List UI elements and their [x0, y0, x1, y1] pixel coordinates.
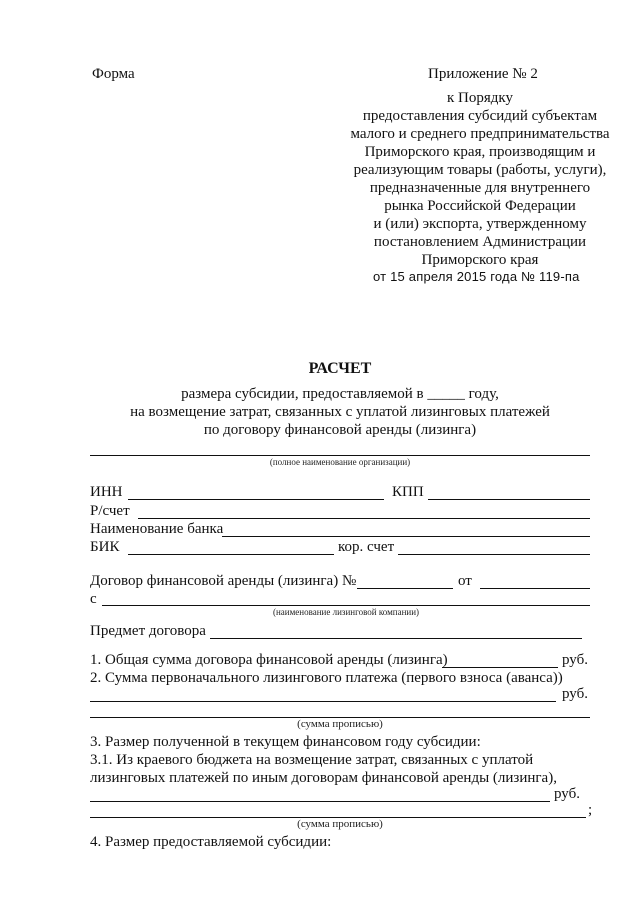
item-1-field[interactable] [442, 667, 558, 668]
leasing-company-caption: (наименование лизинговой компании) [272, 607, 420, 617]
rub-label: руб. [562, 652, 588, 668]
item-2-label: 2. Сумма первоначального лизингового платежа (первого взноса (аванса)) [90, 670, 563, 686]
inn-field[interactable] [128, 499, 384, 500]
item-3-1-line: 3.1. Из краевого бюджета на возмещение затрат, связанных с уплатой [90, 752, 534, 768]
item-3-1-field[interactable] [90, 801, 550, 802]
rub-label: руб. [554, 786, 580, 802]
appendix-line: реализующим товары (работы, услуги), [353, 162, 607, 178]
item-3-1-line: лизинговых платежей по иным договорам финансовой аренды (лизинга), [90, 770, 557, 786]
corr-account-field[interactable] [398, 554, 590, 555]
kpp-label: КПП [392, 484, 424, 500]
inn-label: ИНН [90, 484, 123, 500]
org-name-field[interactable] [90, 455, 590, 456]
item-4-label: 4. Размер предоставляемой субсидии: [90, 834, 332, 850]
appendix-line: малого и среднего предпринимательства [350, 126, 610, 142]
document-title: РАСЧЕТ [308, 360, 372, 377]
contract-subject-field[interactable] [210, 638, 582, 639]
org-name-caption: (полное наименование организации) [269, 457, 411, 467]
rub-label: руб. [562, 686, 588, 702]
sum-words-caption: (сумма прописью) [297, 718, 383, 730]
account-label: Р/счет [90, 503, 130, 519]
item-2-field[interactable] [90, 701, 556, 702]
appendix-line: предоставления субсидий субъектам [362, 108, 598, 124]
contract-number-field[interactable] [357, 588, 453, 589]
appendix-line: Приморского края [421, 252, 539, 268]
item-3-label: 3. Размер полученной в текущем финансовом году субсидии: [90, 734, 481, 750]
form-label: Форма [92, 66, 135, 82]
appendix-line: Приморского края, производящим и [364, 144, 596, 160]
approval-stamp: от 15 апреля 2015 года № 119-па [373, 269, 580, 284]
contract-date-field[interactable] [480, 588, 590, 589]
contract-label: Договор финансовой аренды (лизинга) № [90, 573, 357, 589]
bik-label: БИК [90, 539, 120, 555]
corr-account-label: кор. счет [338, 539, 395, 555]
semicolon: ; [588, 802, 593, 818]
appendix-line: и (или) экспорта, утвержденному [373, 216, 587, 232]
appendix-title: Приложение № 2 [428, 66, 538, 82]
appendix-line: предназначенные для внутреннего [369, 180, 591, 196]
contract-subject-label: Предмет договора [90, 623, 206, 639]
appendix-line: рынка Российской Федерации [384, 198, 576, 214]
contract-with-label: с [90, 591, 97, 607]
account-field[interactable] [138, 518, 590, 519]
appendix-line: постановлением Администрации [373, 234, 587, 250]
bank-name-field[interactable] [222, 536, 590, 537]
appendix-line: к Порядку [447, 90, 513, 106]
title-line: размера субсидии, предоставляемой в _____ году, [181, 386, 499, 402]
bik-field[interactable] [128, 554, 334, 555]
title-line: по договору финансовой аренды (лизинга) [203, 422, 477, 438]
sum-words-caption: (сумма прописью) [297, 818, 383, 830]
title-line: на возмещение затрат, связанных с уплатой лизинговых платежей [130, 404, 550, 420]
bank-name-label: Наименование банка [90, 521, 224, 537]
contract-date-label: от [458, 573, 472, 589]
leasing-company-field[interactable] [102, 605, 590, 606]
item-1-label: 1. Общая сумма договора финансовой аренды (лизинга) [90, 652, 448, 668]
kpp-field[interactable] [428, 499, 590, 500]
